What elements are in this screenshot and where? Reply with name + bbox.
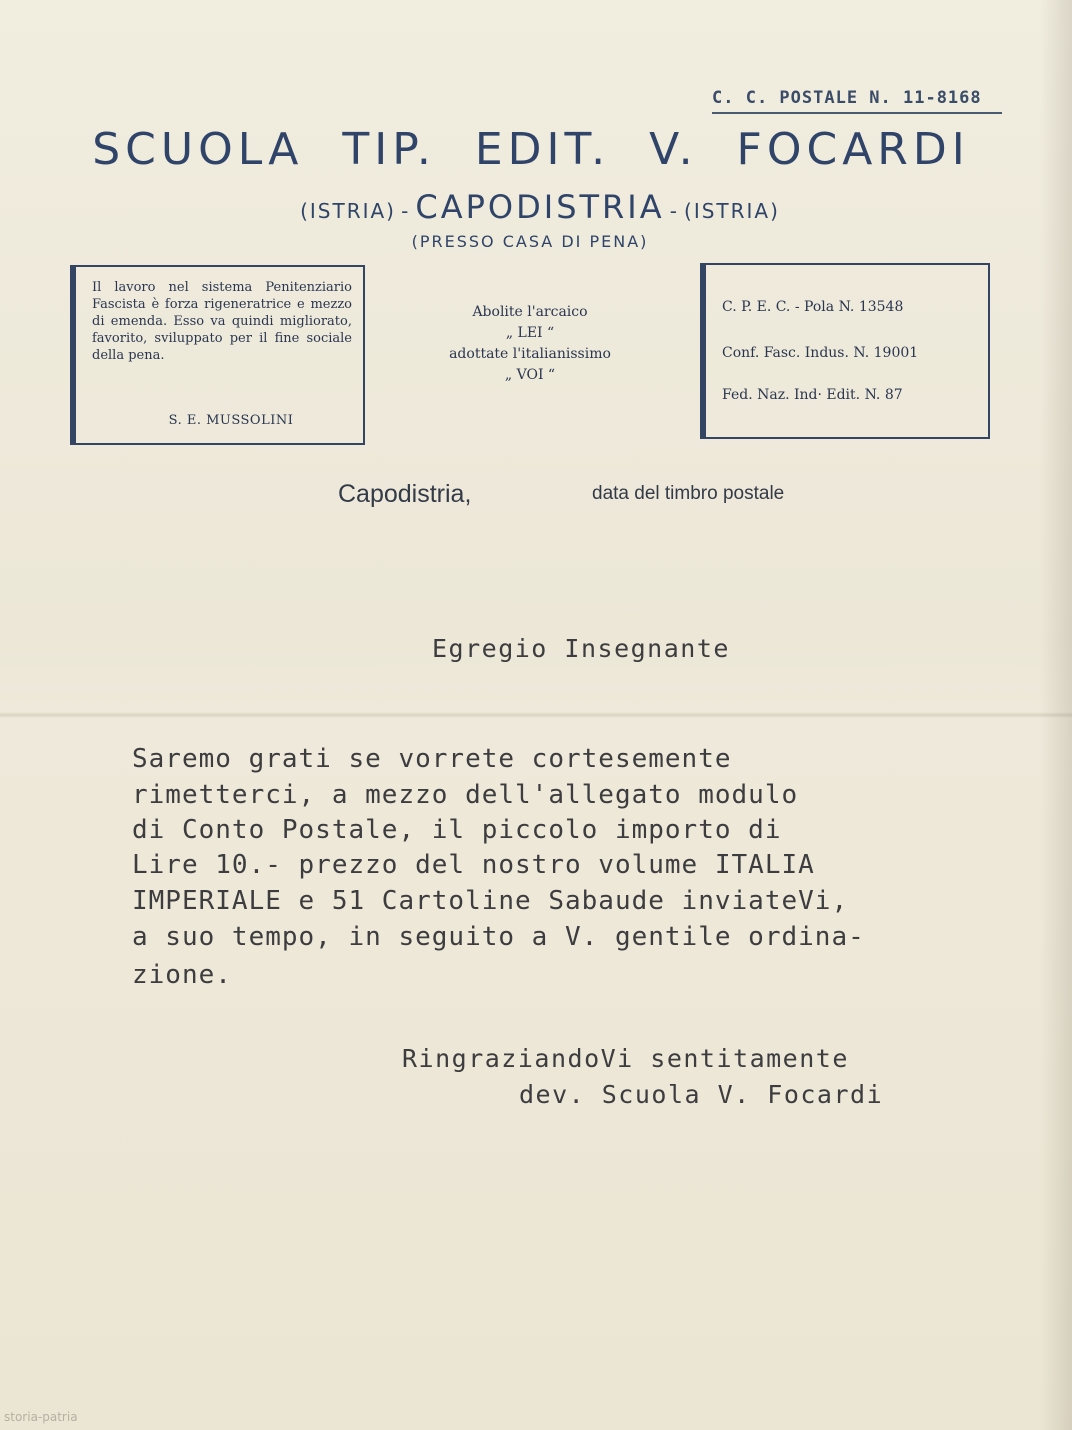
watermark: storia-patria	[4, 1410, 78, 1424]
registration-line: Conf. Fasc. Indus. N. 19001	[722, 345, 919, 361]
body-line: Lire 10.- prezzo del nostro volume ITALIA	[132, 850, 815, 880]
center-note-line: „ LEI “	[505, 325, 555, 341]
postal-account: C. C. POSTALE N. 11-8168	[712, 88, 982, 108]
city-line	[210, 188, 870, 226]
dash-right: -	[669, 199, 679, 223]
quote-box	[70, 265, 365, 445]
postal-underline	[712, 112, 1002, 114]
center-note	[410, 302, 650, 386]
date-place: Capodistria,	[338, 480, 472, 508]
quote-attribution: S. E. MUSSOLINI	[168, 413, 294, 428]
closing-line: RingraziandoVi sentitamente	[402, 1044, 849, 1073]
registration-box	[700, 263, 990, 439]
signature-line: dev. Scuola V. Focardi	[519, 1080, 884, 1109]
city-name: CAPODISTRIA	[415, 188, 665, 226]
body-line: rimetterci, a mezzo dell'allegato modulo	[132, 780, 799, 810]
region-right: (ISTRIA)	[684, 199, 780, 223]
body-line: a suo tempo, in seguito a V. gentile ordina-	[132, 922, 865, 952]
body-line: Saremo grati se vorrete cortesemente	[132, 744, 732, 774]
salutation: Egregio Insegnante	[432, 634, 730, 663]
body-line: zione.	[132, 960, 232, 990]
region-left: (ISTRIA)	[300, 199, 396, 223]
center-note-line: adottate l'italianissimo	[449, 346, 611, 362]
center-note-line: „ VOI “	[504, 367, 556, 383]
fold-crease	[0, 712, 1072, 718]
letterhead-brand: SCUOLA TIP. EDIT. V. FOCARDI	[92, 124, 970, 175]
date-note: data del timbro postale	[592, 483, 785, 504]
center-note-line: Abolite l'arcaico	[472, 304, 588, 320]
registration-line: C. P. E. C. - Pola N. 13548	[722, 299, 904, 315]
edge-shadow	[1040, 0, 1072, 1430]
dash-left: -	[401, 199, 411, 223]
quote-text: Il lavoro nel sistema Penitenziario Fascista è forza rigeneratrice e mezzo di emenda. Esso va quindi migliorato, favorito, sviluppato per il fine sociale della pena.	[92, 280, 352, 363]
body-line: IMPERIALE e 51 Cartoline Sabaude inviateVi,	[132, 886, 849, 916]
presso-line: (PRESSO CASA DI PENA)	[411, 232, 649, 251]
body-line: di Conto Postale, il piccolo importo di	[132, 815, 782, 845]
registration-line: Fed. Naz. Ind· Edit. N. 87	[722, 387, 903, 403]
